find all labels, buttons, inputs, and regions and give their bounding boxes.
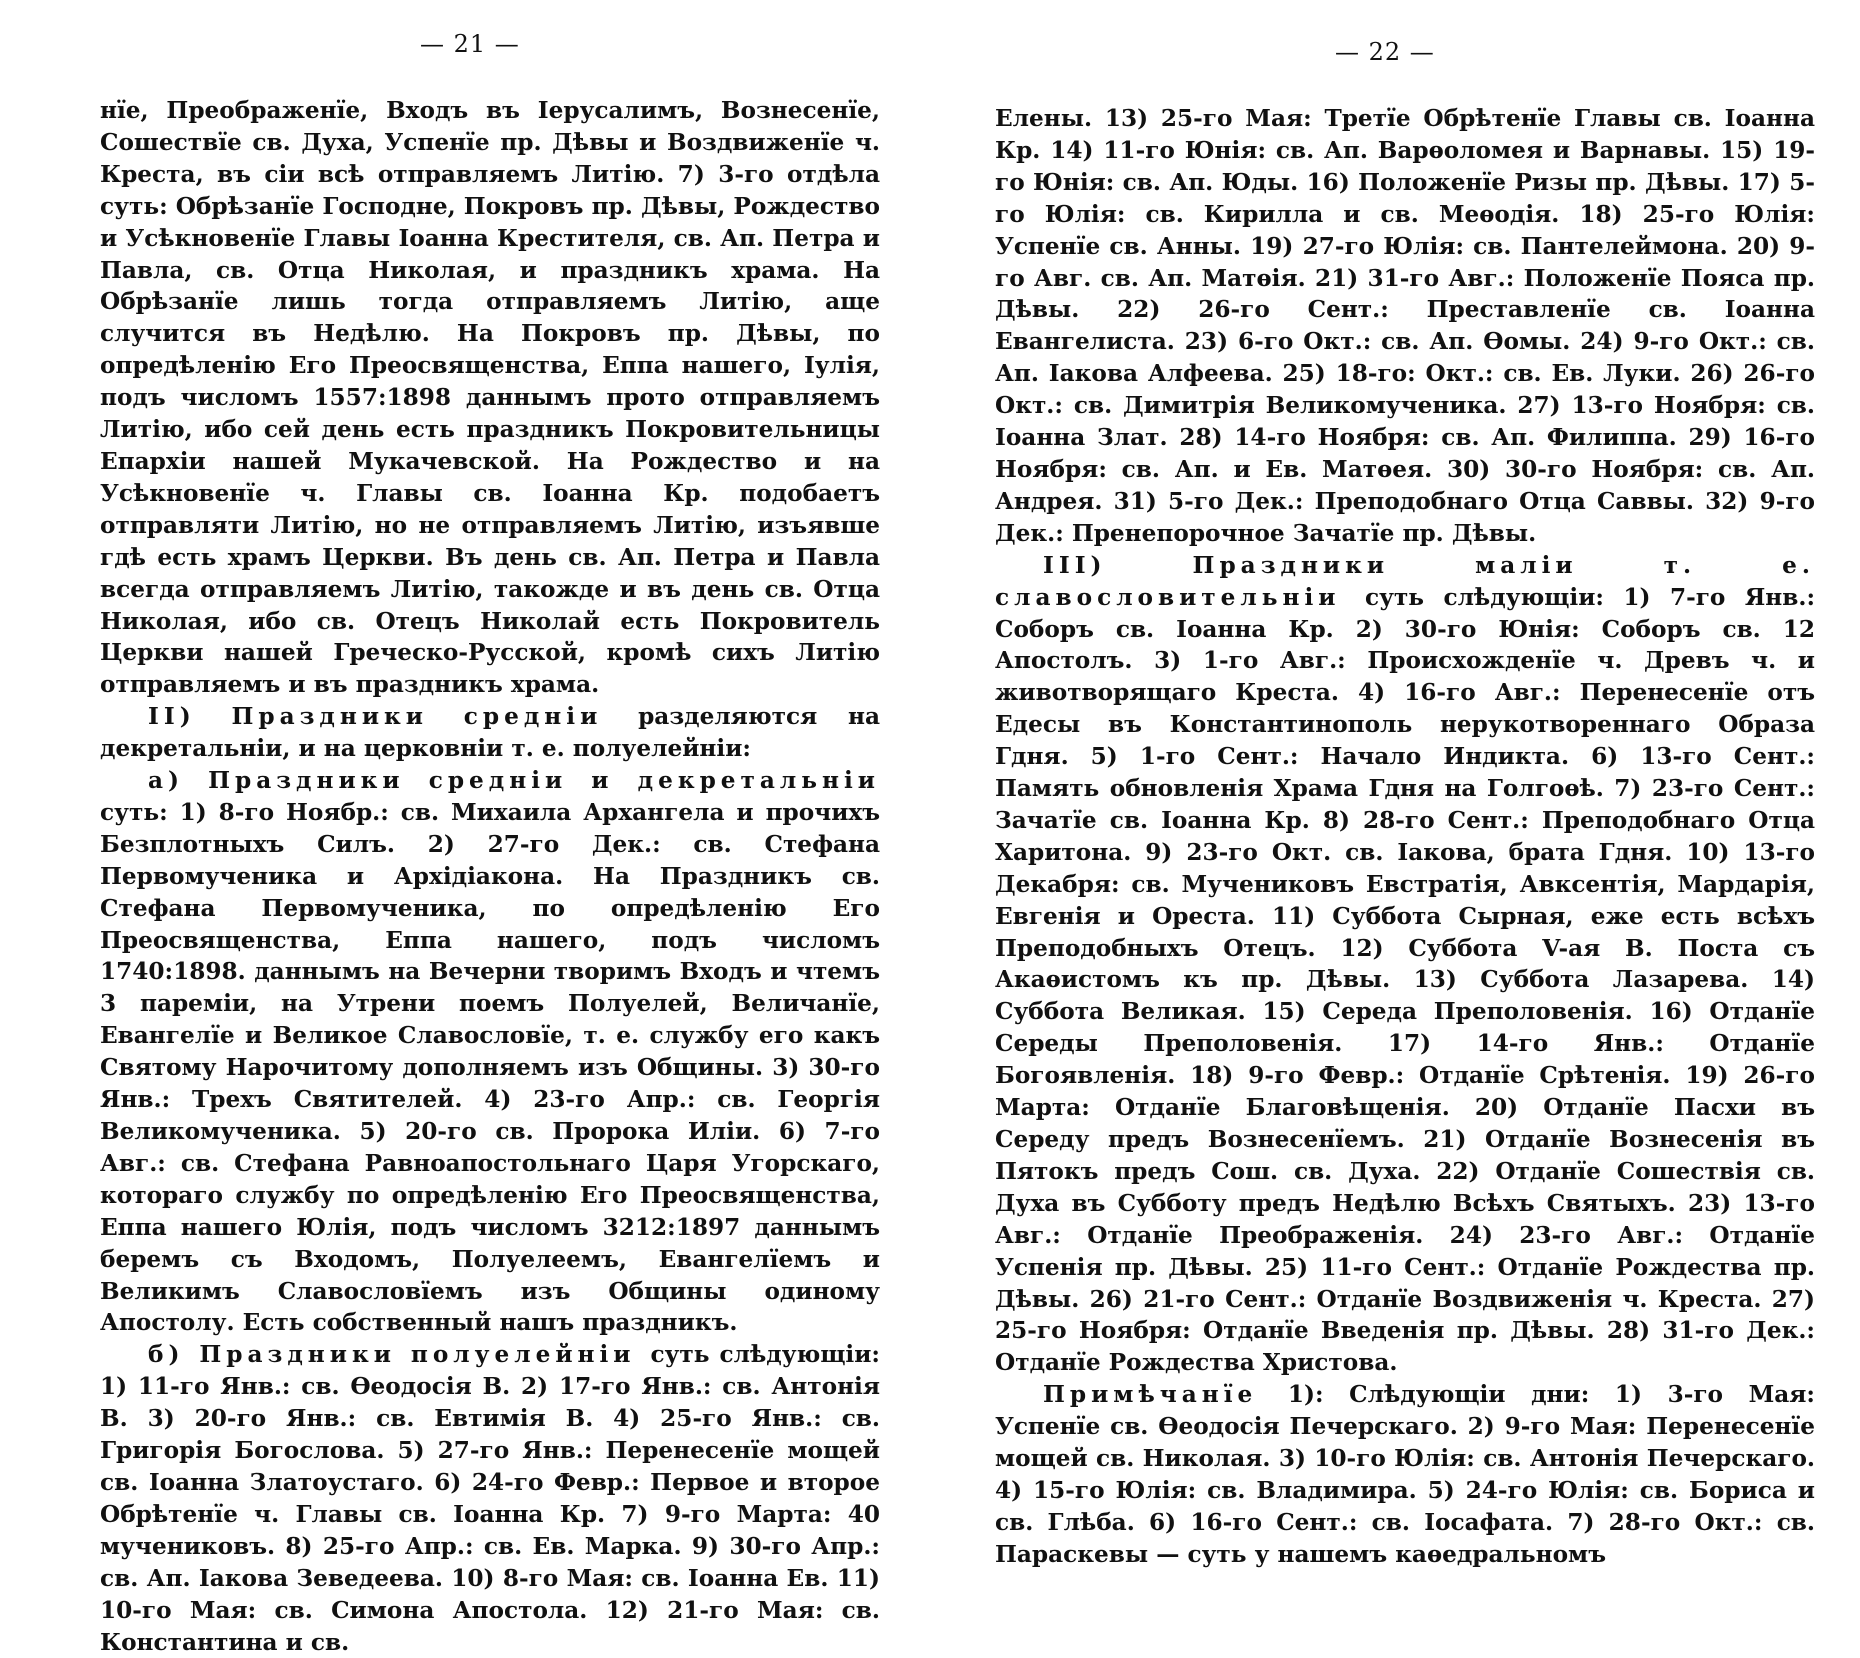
- page-number: — 21 —: [420, 30, 520, 58]
- paragraph-body: суть слѣдующiи: 1) 7-го Янв.: Соборъ св. Iоанна Кр. 2) 30-го Юнiя: Соборъ св. 12 Апостолъ. 3) 1-го Авг.: Происхожденїе ч. Древъ ч. и животворящаго Креста. 4) 16-го Авг.: Перенесенїе отъ Едесы въ Константинополь нерукотвореннаго Образа Гдня. 5) 1-го Сент.: Начало Индикта. 6) 13-го Сент.: Память обновленiя Храма Гдня на Голгоѳѣ. 7) 23-го Сент.: Зачатїе св. Iоанна Кр. 8) 28-го Сент.: Преподобнаго Отца Харитона. 9) 23-го Окт. св. Iакова, брата Гдня. 10) 13-го Декабря: св. Мучениковъ Евстратiя, Авксентiя, Мардарiя, Евгенiя и Ореста. 11) Суббота Сырная, еже есть всѣхъ Преподобныхъ Отецъ. 12) Суббота V-ая В. Поста съ Акаѳистомъ къ пр. Дѣвы. 13) Суббота Лазарева. 14) Суббота Великая. 15) Середа Преполовенiя. 16) Отданїе Середы Преполовенiя. 17) 14-го Янв.: Отданїе Богоявленiя. 18) 9-го Февр.: Отданїе Срѣтенiя. 19) 26-го Марта: Отданїе Благовѣщенiя. 20) Отданїе Пасхи въ Середу предъ Вознесенїемъ. 21) Отданїе Вознесенiя въ Пятокъ предъ Сош. св. Духа. 22) Отданїе Сошествiя св. Духа въ Субботу предъ Недѣлю Всѣхъ Святыхъ. 23) 13-го Авг.: Отданїе Преображенiя. 24) 23-го Авг.: Отданїе Успенiя пр. Дѣвы. 25) 11-го Сент.: Отданїе Рождества пр. Дѣвы. 26) 21-го Сент.: Отданїе Воздвиженiя ч. Креста. 27) 25-го Ноября: Отданїе Введенiя пр. Дѣвы. 28) 31-го Дек.: Отданїе Рождества Христова.: [995, 583, 1815, 1377]
- paragraph: [995, 103, 1815, 550]
- paragraph-heading: II) Праздники среднiи: [148, 703, 639, 731]
- paragraph: [100, 765, 880, 1339]
- page-number: — 22 —: [1335, 38, 1435, 66]
- paragraph-body: нїе, Преображенїе, Входъ въ Iерусалимъ, Вознесенїе, Сошествїе св. Духа, Успенїе пр. Дѣвы и Воздвиженїе ч. Креста, въ сiи всѣ отправляемъ Литiю. 7) 3-го отдѣла суть: Обрѣзанїе Господне, Покровъ пр. Дѣвы, Рождество и Усѣкновенїе Главы Iоанна Крестителя, св. Ап. Петра и Павла, св. Отца Николая, и праздникъ храма. На Обрѣзанїе лишь тогда отправляемъ Литiю, аще случится въ Недѣлю. На Покровъ пр. Дѣвы, по опредѣленiю Его Преосвященства, Еппа нашего, Iулiя, подъ числомъ 1557:1898 даннымъ прото отправляемъ Литiю, ибо сей день есть праздникъ Покровительницы Епархiи нашей Мукачевской. На Рождество и на Усѣкновенїе ч. Главы св. Iоанна Кр. подобаетъ отправляти Литiю, но не отправляемъ Литiю, изъявше гдѣ есть храмъ Церкви. Въ день св. Ап. Петра и Павла всегда отправляемъ Литiю, такожде и въ день св. Отца Николая, ибо св. Отецъ Николай есть Покровитель Церкви нашей Греческо-Русской, кромѣ сихъ Литiю отправляемъ и въ праздникъ храма.: [100, 97, 880, 699]
- paragraph-body: суть слѣдующiи: 1) 11-го Янв.: св. Ѳеодосiя В. 2) 17-го Янв.: св. Антонiя В. 3) 20-го Янв.: св. Евтимiя В. 4) 25-го Янв.: св. Григорiя Богослова. 5) 27-го Янв.: Перенесенїе мощей св. Iоанна Златоустаго. 6) 24-го Февр.: Первое и второе Обрѣтенїе ч. Главы св. Iоанна Кр. 7) 9-го Марта: 40 мучениковъ. 8) 25-го Апр.: св. Ев. Марка. 9) 30-го Апр.: св. Ап. Iакова Зеведеева. 10) 8-го Мая: св. Iоанна Ев. 11) 10-го Мая: св. Симона Апостола. 12) 21-го Мая: св. Константина и св.: [100, 1341, 880, 1656]
- page-text: [100, 95, 880, 1658]
- paragraph: [995, 1379, 1815, 1570]
- paragraph-heading: III) Праздники малiи т. е. славословительнiи: [995, 551, 1815, 611]
- paragraph-heading: Примѣчанїе: [1043, 1381, 1288, 1409]
- page-text: [995, 103, 1815, 1571]
- paragraph-heading: б) Праздники полуелейнiи: [148, 1341, 651, 1369]
- paragraph-body: суть: 1) 8-го Ноябр.: св. Михаила Архангела и прочихъ Безплотныхъ Силъ. 2) 27-го Дек.: св. Стефана Первомученика и Архiдiакона. На Праздникъ св. Стефана Первомученика, по опредѣленiю Его Преосвященства, Еппа нашего, подъ числомъ 1740:1898. даннымъ на Вечерни творимъ Входъ и чтемъ 3 паремiи, на Утрени поемъ Полуелей, Величанїе, Евангелїе и Великое Славословїе, т. е. службу его какъ Святому Нарочитому дополняемъ изъ Общины. 3) 30-го Янв.: Трехъ Святителей. 4) 23-го Апр.: св. Георгiя Великомученика. 5) 20-го св. Пророка Илiи. 6) 7-го Авг.: св. Стефана Равноапостольнаго Царя Угорскаго, котораго службу по опредѣленiю Его Преосвященства, Еппа нашего Юлiя, подъ числомъ 3212:1897 даннымъ беремъ съ Входомъ, Полуелеемъ, Евангелїемъ и Великимъ Славословїемъ изъ Общины одиному Апостолу. Есть собственный нашъ праздникъ.: [100, 798, 880, 1337]
- paragraph-body: Елены. 13) 25-го Мая: Третїе Обрѣтенїе Главы св. Iоанна Кр. 14) 11-го Юнiя: св. Ап. Варѳоломея и Варнавы. 15) 19-го Юнiя: св. Ап. Юды. 16) Положенїе Ризы пр. Дѣвы. 17) 5-го Юлiя: св. Кирилла и св. Меѳодiя. 18) 25-го Юлiя: Успенїе св. Анны. 19) 27-го Юлiя: св. Пантелеймона. 20) 9-го Авг. св. Ап. Матѳiя. 21) 31-го Авг.: Положенїе Пояса пр. Дѣвы. 22) 26-го Сент.: Преставленїе св. Iоанна Евангелиста. 23) 6-го Окт.: св. Ап. Ѳомы. 24) 9-го Окт.: св. Ап. Iакова Алфеева. 25) 18-го: Окт.: св. Ев. Луки. 26) 26-го Окт.: св. Димитрiя Великомученика. 27) 13-го Ноября: св. Iоанна Злат. 28) 14-го Ноября: св. Ап. Филиппа. 29) 16-го Ноября: св. Ап. и Ев. Матѳея. 30) 30-го Ноября: св. Ап. Андрея. 31) 5-го Дек.: Преподобнаго Отца Саввы. 32) 9-го Дек.: Пренепорочное Зачатїе пр. Дѣвы.: [995, 105, 1815, 547]
- paragraph: [995, 550, 1815, 1380]
- paragraph-body: разделяются на декретальнiи, и на церковнiи т. е. полуелейнiи:: [100, 703, 881, 763]
- paragraph-body: 1): Слѣдующiи дни: 1) 3-го Мая: Успенїе св. Ѳеодосiя Печерскаго. 2) 9-го Мая: Перенесенїе мощей св. Николая. 3) 10-го Юлiя: св. Антонiя Печерскаго. 4) 15-го Юлiя: св. Владимира. 5) 24-го Юлiя: св. Бориса и св. Глѣба. 6) 16-го Сент.: св. Iосафата. 7) 28-го Окт.: св. Параскевы — суть у нашемъ каѳедральномъ: [995, 1381, 1815, 1568]
- paragraph: [100, 701, 880, 765]
- paragraph-heading: а) Праздники среднiи и декретальнiи: [148, 767, 880, 795]
- paragraph: [100, 1339, 880, 1658]
- paragraph: [100, 95, 880, 701]
